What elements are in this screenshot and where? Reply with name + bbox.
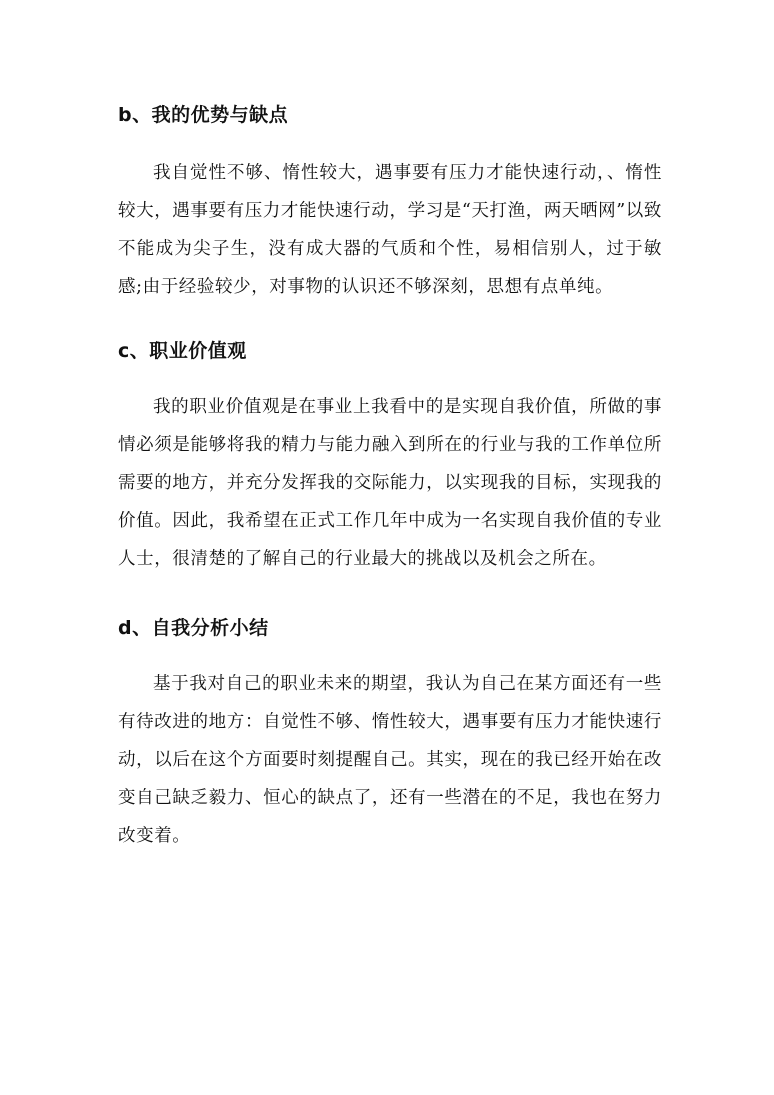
section-heading: d、自我分析小结 <box>118 617 269 639</box>
section-paragraph: 我的职业价值观是在事业上我看中的是实现自我价值，所做的事情必须是能够将我的精力与能力融入到所在的行业与我的工作单位所需要的地方，并充分发挥我的交际能力，以实现我的目标，实现我的价值。因此，我希望在正式工作几年中成为一名实现自我价值的专业人士，很清楚的了解自己的行业最大的挑战以及机会之所在。 <box>118 397 662 569</box>
section-self-analysis-summary <box>118 615 662 855</box>
section-career-values <box>118 338 662 578</box>
section-heading: c、职业价值观 <box>118 340 247 362</box>
section-paragraph: 我自觉性不够、惰性较大，遇事要有压力才能快速行动，、惰性较大，遇事要有压力才能快速行动，学习是“天打渔，两天晒网”以致不能成为尖子生，没有成大器的气质和个性，易相信别人，过于敏感;由于经验较少，对事物的认识还不够深刻，思想有点单纯。 <box>118 163 662 297</box>
section-paragraph: 基于我对自己的职业未来的期望，我认为自己在某方面还有一些有待改进的地方：自觉性不够、惰性较大，遇事要有压力才能快速行动，以后在这个方面要时刻提醒自己。其实，现在的我已经开始在改变自己缺乏毅力、恒心的缺点了，还有一些潜在的不足，我也在努力改变着。 <box>118 674 662 846</box>
section-strengths-weaknesses <box>118 102 662 306</box>
section-heading: b、我的优势与缺点 <box>118 104 289 126</box>
